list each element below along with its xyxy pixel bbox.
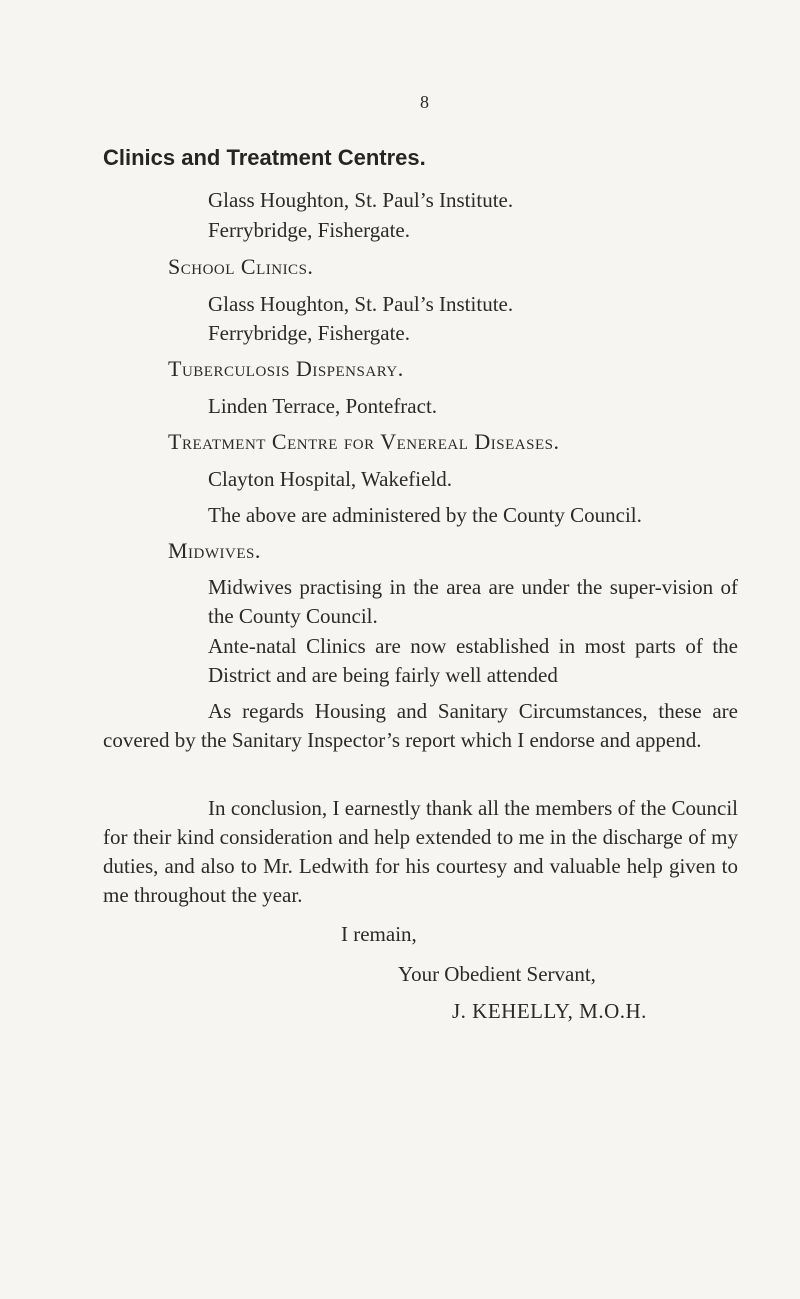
closing-remain: I remain,	[341, 922, 417, 946]
antenatal-paragraph: Ante-natal Clinics are now established in most parts of the District and are being fairly well attended	[208, 634, 738, 687]
administration-note: The above are administered by the County Council.	[208, 503, 642, 527]
tb-dispensary-item: Linden Terrace, Pontefract.	[208, 394, 438, 418]
signature: J. KEHELLY, M.O.H.	[452, 999, 647, 1023]
tb-dispensary-heading: Tuberculosis Dispensary.	[168, 356, 404, 381]
school-clinic-item: Glass Houghton, St. Paul’s Institute.	[208, 292, 514, 316]
venereal-centre-item: Clayton Hospital, Wakefield.	[208, 467, 453, 491]
section-title: Clinics and Treatment Centres.	[103, 145, 426, 170]
school-clinics-heading: School Clinics.	[168, 254, 314, 279]
page-number: 8	[420, 92, 429, 112]
housing-paragraph: As regards Housing and Sanitary Circumstances, these are covered by the Sanitary Inspector’s report which I endorse and append.	[103, 699, 738, 752]
venereal-centre-heading: Treatment Centre for Venereal Diseases.	[168, 429, 560, 454]
midwives-paragraph: Midwives practising in the area are under the super-vision of the County Council.	[208, 575, 738, 628]
midwives-heading: Midwives.	[168, 538, 261, 563]
clinic-item: Ferrybridge, Fishergate.	[208, 218, 410, 242]
clinic-item: Glass Houghton, St. Paul’s Institute.	[208, 188, 514, 212]
conclusion-paragraph: In conclusion, I earnestly thank all the members of the Council for their kind consideration and help extended to me in the discharge of my duties, and also to Mr. Ledwith for his courtesy and valuable help given to me throughout the year.	[103, 796, 738, 907]
school-clinic-item: Ferrybridge, Fishergate.	[208, 321, 410, 345]
closing-servant: Your Obedient Servant,	[398, 962, 596, 986]
